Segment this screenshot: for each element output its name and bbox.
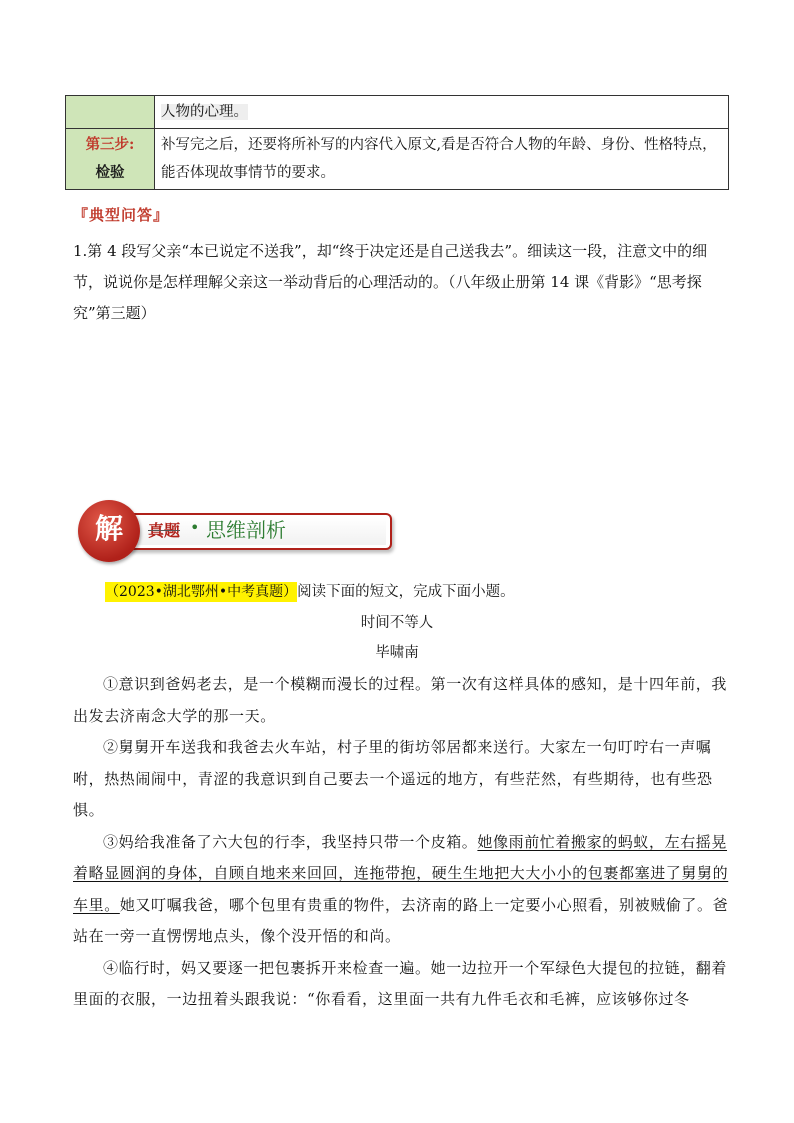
step-content-text: 补写完之后，还要将所补写的内容代入原文,看是否符合人物的年龄、身份、性格特点，能否体现故事情节的要求。: [161, 137, 717, 181]
article-paragraph: ①意识到爸妈老去，是一个模糊而漫长的过程。第一次有这样具体的感知，是十四年前，我出发去济南念大学的那一天。: [73, 675, 728, 725]
steps-table-row: [66, 96, 729, 129]
section-heading: 『典型问答』: [73, 206, 170, 224]
step-content-cell: [155, 129, 729, 190]
intro-text: 阅读下面的短文，完成下面小题。: [297, 584, 515, 600]
step-label-cell: [66, 129, 155, 190]
reading-intro: [105, 580, 515, 604]
underlined-passage: 她像雨前忙着搬家的蚂蚁，左右摇晃着略显圆润的身体，自顾自地来来回回，连拖带抱，硬生生地把大大小小的包裹都塞进了舅舅的车里。: [73, 832, 729, 914]
source-tag: （2023•湖北鄂州•中考真题）: [105, 584, 298, 600]
article-title: 时间不等人: [360, 615, 434, 631]
paragraph-text: 她又叮嘱我爸，哪个包里有贵重的物件，去济南的路上一定要小心照看，别被贼偷了。爸站在一旁一直愣愣地点头，像个没开悟的和尚。: [73, 895, 729, 945]
step-label-name: 检验: [95, 164, 125, 181]
question-text: 1.第 4 段写父亲“本已说定不送我”，却“终于决定还是自己送我去”。细读这一段，注意文中的细节，说说你是怎样理解父亲这一举动背后的心理活动的。（八年级止册第 14 课《背影》“思考探究”第三题）: [73, 242, 708, 322]
article-paragraph: [73, 827, 733, 953]
banner-dot: •: [190, 518, 200, 537]
article-paragraph: ④临行时，妈又要逐一把包裹拆开来检查一遍。她一边拉开一个军绿色大提包的拉链，翻着里面的衣服，一边扭着头跟我说：“你看看，这里面一共有九件毛衣和毛裤，应该够你过冬: [73, 958, 728, 1008]
step-content-text: 人物的心理。: [161, 104, 248, 120]
article-paragraph: ②舅舅开车送我和我爸去火车站，村子里的街坊邻居都来送行。大家左一句叮咛右一声嘱咐，热热闹闹中，青涩的我意识到自己要去一个遥远的地方，有些茫然，有些期待，也有些恐惧。: [73, 738, 713, 819]
step-label-title: 第三步:: [85, 136, 135, 153]
banner-struck-label: 真题: [148, 521, 181, 540]
steps-table: [65, 95, 729, 190]
section-banner: [78, 500, 318, 562]
banner-title: 思维剖析: [206, 518, 286, 542]
step-label-cell: [66, 96, 155, 129]
article-author: 毕啸南: [375, 645, 419, 661]
banner-badge-char: 解: [94, 512, 123, 545]
paragraph-text: ③妈给我准备了六大包的行李，我坚持只带一个皮箱。: [103, 832, 478, 851]
banner-badge: [78, 500, 140, 562]
steps-table-row: [66, 129, 729, 190]
article-body: [73, 669, 733, 1016]
step-content-cell: [155, 96, 729, 129]
